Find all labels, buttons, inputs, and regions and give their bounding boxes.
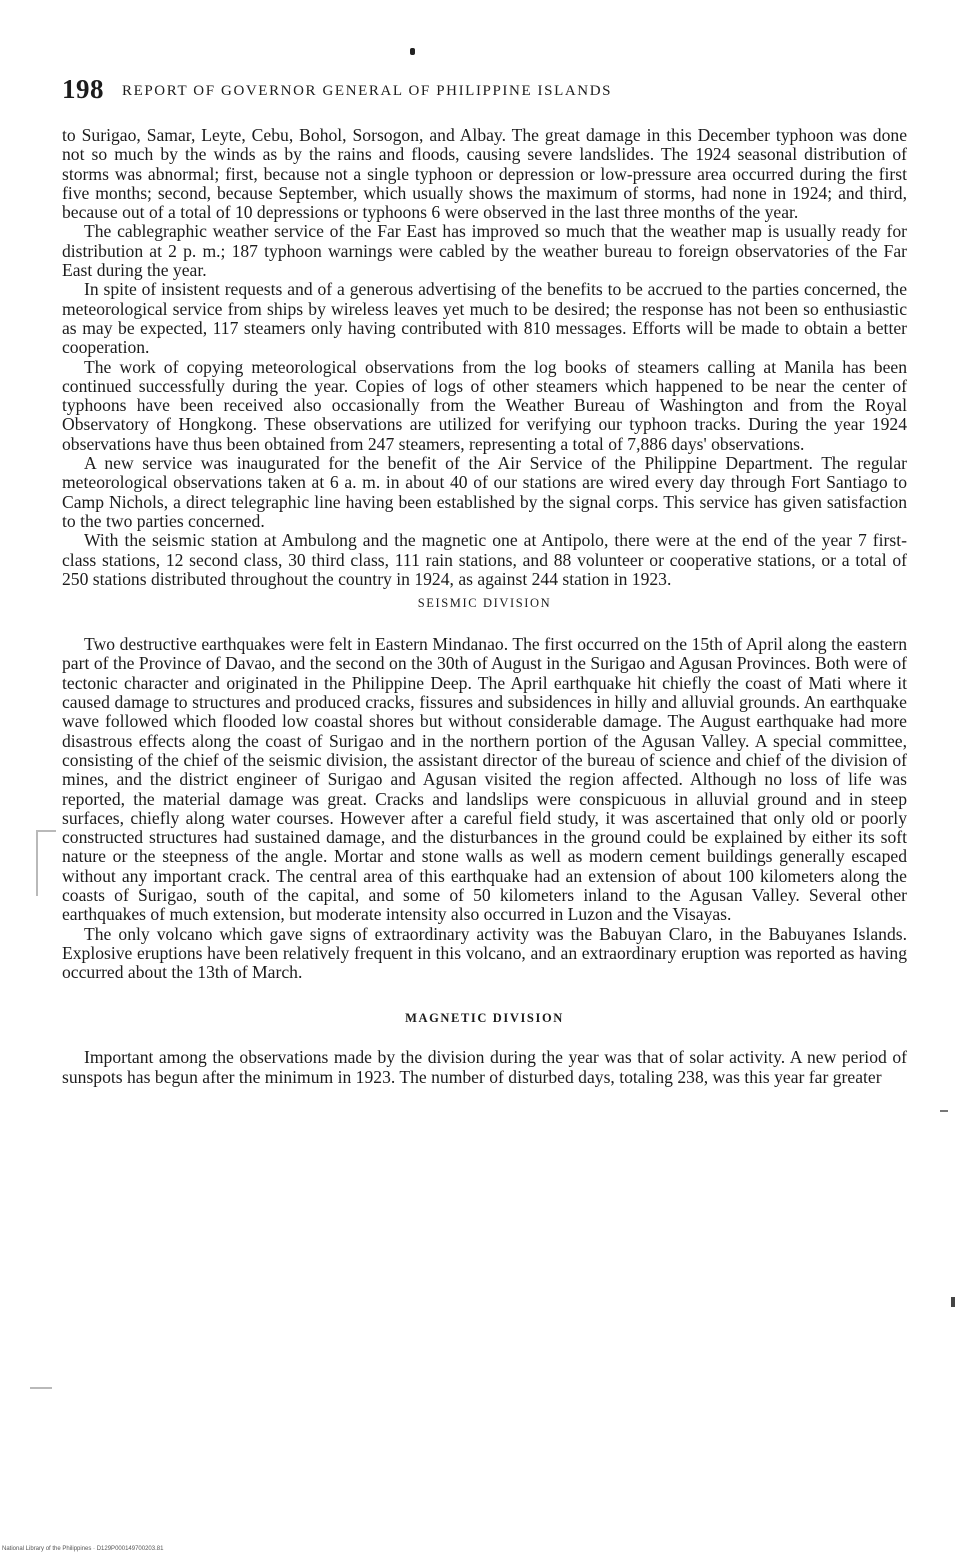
- footer-credit: National Library of the Philippines · D129P000149700203.81: [2, 1546, 164, 1552]
- section-heading-seismic: SEISMIC DIVISION: [417, 596, 552, 611]
- paragraph: to Surigao, Samar, Leyte, Cebu, Bohol, Sorsogon, and Albay. The great damage in this December typhoon was done not so much by the winds as by the rains and floods, causing severe landslides. The 1924 seasonal distribution of storms was abnormal; first, because not a single typhoon or depression or low-pressure area occurred during the first five months; second, because September, which usually shows the maximum of storms, had none in 1924; and third, because out of a total of 10 depressions or typhoons 6 were observed in the last three months of the year.: [62, 125, 907, 223]
- page-header: [62, 74, 902, 106]
- paragraph: In spite of insistent requests and of a generous advertising of the benefits to be accrued to the parties concerned, the meteorological service from ships by wireless leaves yet much to be desired; the response has not been so enthusiastic as may be expected, 117 steamers only having contributed with 810 messages. Efforts will be made to obtain a better cooperation.: [62, 279, 907, 358]
- margin-bracket-bottom: [30, 1387, 52, 1389]
- section-heading-magnetic: MAGNETIC DIVISION: [405, 1011, 564, 1026]
- paragraph: Two destructive earthquakes were felt in Eastern Mindanao. The first occurred on the 15th of April along the eastern part of the Province of Davao, and the second on the 30th of August in the Surigao and Agusan Provinces. Both were of tectonic character and originated in the Philippine Deep. The April earthquake hit chiefly the coast of Mati where it caused damage to structures and produced cracks, fissures and subsidences in hilly and alluvial grounds. An earthquake wave followed which flooded low coastal shores but without considerable damage. The August earthquake had more disastrous effects along the coast of Surigao and in the northern portion of the Agusan Valley. A special committee, consisting of the chief of the seismic division, the assistant director of the bureau of science and chief of the division of mines, and the district engineer of Surigao and Agusan visited the region affected. Although no loss of life was reported, the material damage was great. Cracks and landslips were conspicuous in alluvial ground and in steep surfaces, chiefly along water courses. However after a careful field study, it was ascertained that only old or poorly constructed structures had sustained damage, and the disturbances in the ground could be explained by either its soft nature or the steepness of the angle. Mortar and stone walls as well as modern cement buildings generally escaped without any important crack. The central area of this earthquake had an extension of about 100 kilometers along the coasts of Surigao, south of the capital, and some of 50 kilometers inland to the Agusan Valley. Several other earthquakes of much extension, but moderate intensity also occurred in Luzon and the Visayas.: [62, 634, 907, 925]
- margin-dot-right: [951, 1297, 955, 1307]
- margin-bracket-top: [36, 830, 56, 832]
- body-text: [62, 126, 907, 1087]
- paragraph: The work of copying meteorological observations from the log books of steamers calling at Manila has been continued successfully during the year. Copies of logs of other steamers which happened to be near the center of typhoons have been received also occasionally from the Weather Bureau of Washington and from the Royal Observatory of Hongkong. These observations are utilized for verifying our typhoon tracks. During the year 1924 observations have thus been obtained from 247 steamers, representing a total of 7,886 days' observations.: [62, 356, 907, 454]
- ink-dot: [410, 48, 415, 55]
- paragraph: Important among the observations made by the division during the year was that of solar activity. A new period of sunspots has begun after the minimum in 1923. The number of disturbed days, totaling 238, was this year far greater: [62, 1047, 907, 1087]
- margin-bracket-left: [36, 830, 38, 896]
- paragraph: A new service was inaugurated for the benefit of the Air Service of the Philippine Department. The regular meteorological observations taken at 6 a. m. in about 40 of our stations are wired every day through Fort Santiago to Camp Nichols, a direct telegraphic line having been established by the signal corps. This service has given satisfaction to the two parties concerned.: [62, 453, 907, 531]
- paragraph: The only volcano which gave signs of extraordinary activity was the Babuyan Claro, in the Babuyanes Islands. Explosive eruptions have been relatively frequent in this volcano, and an extraordinary eruption was reported as having occurred about the 13th of March.: [62, 923, 907, 983]
- page-number: 198: [62, 74, 104, 104]
- running-head: REPORT OF GOVERNOR GENERAL OF PHILIPPINE ISLANDS: [122, 83, 613, 99]
- paragraph: With the seismic station at Ambulong and the magnetic one at Antipolo, there were at the end of the year 7 first-class stations, 12 second class, 30 third class, 111 rain stations, and 88 volunteer or cooperative stations, or a total of 250 stations distributed throughout the country in 1924, as against 244 station in 1923.: [62, 530, 907, 589]
- margin-tick-right: [940, 1110, 948, 1112]
- paragraph: The cablegraphic weather service of the Far East has improved so much that the weather map is usually ready for distribution at 2 p. m.; 187 typhoon warnings were cabled by the weather bureau to foreign observatories of the Far East during the year.: [62, 221, 907, 281]
